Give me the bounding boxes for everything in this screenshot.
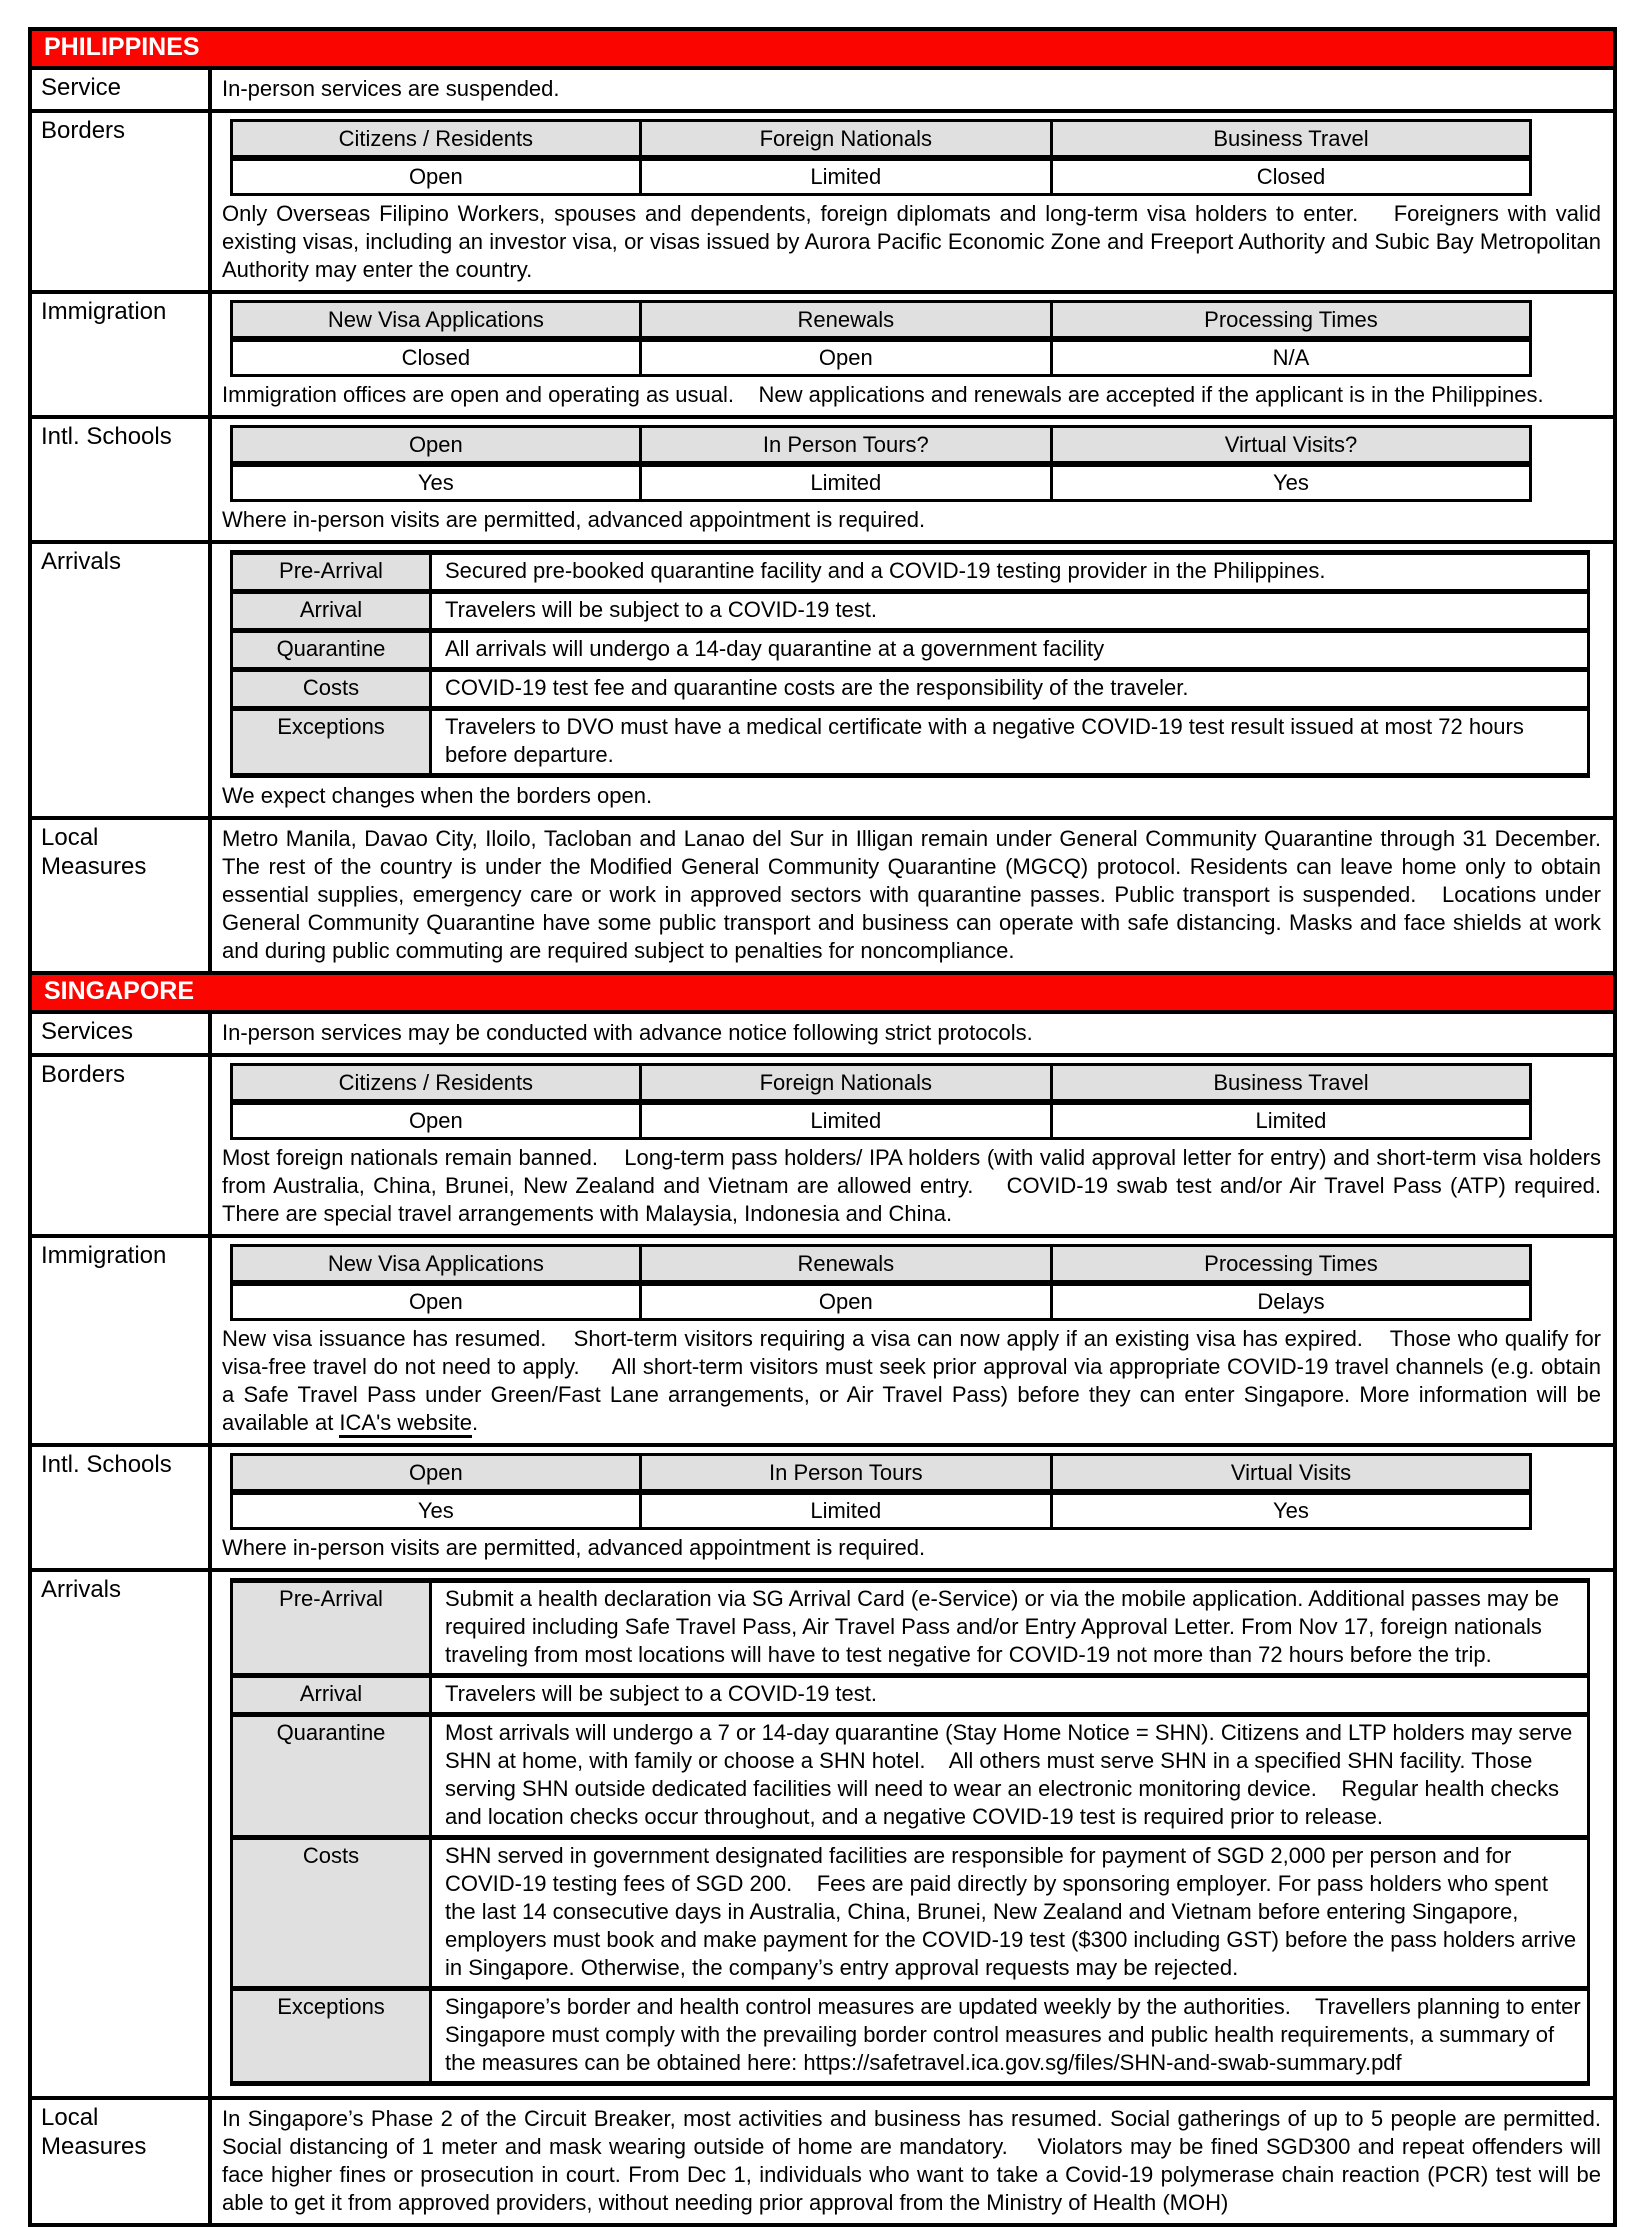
table-row bbox=[232, 553, 1589, 592]
table-row bbox=[232, 670, 1589, 709]
column-header: Foreign Nationals bbox=[640, 121, 1051, 159]
sg-services-label: Services bbox=[41, 1018, 134, 1045]
column-header: In Person Tours bbox=[640, 1455, 1051, 1493]
sg-borders-status-table bbox=[230, 1063, 1532, 1140]
ph-schools-note: Where in-person visits are permitted, advanced appointment is required. bbox=[222, 507, 926, 532]
sg-exceptions-text: Singapore’s border and health control measures are updated weekly by the authorities. Travellers planning to enter Singapore must comply with the prevailing border control measures and public health requirements, a summary of the measures can be obtained here: bbox=[445, 1994, 1587, 2075]
column-header: Renewals bbox=[640, 1246, 1051, 1284]
status-value: Yes bbox=[232, 1492, 641, 1529]
ph-borders-row bbox=[32, 113, 1613, 294]
status-value: Open bbox=[232, 1102, 641, 1139]
sg-immigration-note-period: . bbox=[472, 1410, 479, 1435]
table-row bbox=[232, 1989, 1589, 2084]
arrival-step-key: Quarantine bbox=[232, 631, 431, 670]
arrival-step-text: Travelers will be subject to a COVID-19 test. bbox=[431, 1676, 1589, 1715]
sg-immigration-note bbox=[222, 1325, 1608, 1437]
philippines-banner: PHILIPPINES bbox=[32, 31, 1613, 70]
sg-immigration-label: Immigration bbox=[41, 1242, 167, 1269]
sg-borders-label: Borders bbox=[41, 1061, 126, 1088]
column-header: Processing Times bbox=[1051, 1246, 1530, 1284]
column-header: Virtual Visits bbox=[1051, 1455, 1530, 1493]
arrival-step-key: Pre-Arrival bbox=[232, 553, 431, 592]
sg-local-measures-label: Local Measures bbox=[41, 2104, 147, 2160]
ph-immigration-row bbox=[32, 294, 1613, 419]
ph-immigration-label: Immigration bbox=[41, 298, 167, 325]
ph-arrivals-note: We expect changes when the borders open. bbox=[222, 783, 653, 808]
arrival-step-text: Submit a health declaration via SG Arrival Card (e-Service) or via the mobile application. Additional passes may be required including Safe Travel Pass, Air Travel Pass and/or Entry Approval Letter. From Nov 17, foreign nationals traveling from most locations will have to test negative for COVID-19 not more than 72 hours before the trip. bbox=[431, 1581, 1589, 1676]
arrival-step-text: All arrivals will undergo a 14-day quarantine at a government facility bbox=[431, 631, 1589, 670]
ph-local-measures-text: Metro Manila, Davao City, Iloilo, Tacloban and Lanao del Sur in Illigan remain under General Community Quarantine through 31 December. The rest of the country is under the Modified General Community Quarantine (MGCQ) protocol. Residents can leave home only to obtain essential supplies, emergency care or work in approved sectors with quarantine passes. Public transport is suspended. Locations under General Community Quarantine have some public transport and business can operate with safe distancing. Masks and face shields at work and during public commuting are required subject to penalties for noncompliance. bbox=[222, 826, 1608, 963]
arrival-step-text bbox=[431, 1989, 1589, 2084]
arrival-step-text: Most arrivals will undergo a 7 or 14-day quarantine (Stay Home Notice = SHN). Citizens and LTP holders may serve SHN at home, with family or choose a SHN hotel. All others must serve SHN in a specified SHN facility. Those serving SHN outside dedicated facilities will need to wear an electronic monitoring device. Regular health checks and location checks occur throughout, and a negative COVID-19 test is required prior to release. bbox=[431, 1715, 1589, 1838]
arrival-step-text: Travelers to DVO must have a medical certificate with a negative COVID-19 test result issued at most 72 hours before departure. bbox=[431, 709, 1589, 776]
sg-borders-row bbox=[32, 1057, 1613, 1238]
status-value: Limited bbox=[640, 1102, 1051, 1139]
sg-schools-label: Intl. Schools bbox=[41, 1451, 172, 1478]
sg-services-text: In-person services may be conducted with advance notice following strict protocols. bbox=[222, 1020, 1033, 1045]
column-header: Virtual Visits? bbox=[1051, 427, 1530, 465]
arrival-step-text: SHN served in government designated facilities are responsible for payment of SGD 2,000 per person and for COVID-19 testing fees of SGD 200. Fees are paid directly by sponsoring employer. For pass holders who spent the last 14 consecutive days in Australia, China, Brunei, New Zealand and Vietnam before entering Singapore, employers must book and make payment for the COVID-19 test ($300 including GST) before the pass holders arrive in Singapore. Otherwise, the company’s entry approval requests may be rejected. bbox=[431, 1838, 1589, 1989]
status-value: Limited bbox=[640, 464, 1051, 501]
ph-service-label: Service bbox=[41, 74, 122, 101]
status-value: Closed bbox=[1051, 158, 1530, 195]
status-value: Open bbox=[640, 339, 1051, 376]
arrival-step-key: Quarantine bbox=[232, 1715, 431, 1838]
ph-immigration-note: Immigration offices are open and operating as usual. New applications and renewals are accepted if the applicant is in the Philippines. bbox=[222, 382, 1544, 407]
arrival-step-key: Exceptions bbox=[232, 709, 431, 776]
travel-status-document bbox=[28, 27, 1626, 2227]
status-value: Open bbox=[640, 1283, 1051, 1320]
sg-arrivals-table bbox=[230, 1578, 1590, 2086]
table-row bbox=[232, 1838, 1589, 1989]
sg-immigration-note-text: New visa issuance has resumed. Short-term visitors requiring a visa can now apply if an existing visa has expired. Those who qualify for visa-free travel do not need to apply. All short-term visitors must seek prior approval via appropriate COVID-19 travel channels (e.g. obtain a Safe Travel Pass under Green/Fast Lane arrangements, or Air Travel Pass) before they can enter Singapore. More information will be available at bbox=[222, 1326, 1608, 1435]
arrival-step-key: Pre-Arrival bbox=[232, 1581, 431, 1676]
ph-local-measures-row bbox=[32, 820, 1613, 975]
column-header: Citizens / Residents bbox=[232, 121, 641, 159]
ph-borders-label: Borders bbox=[41, 117, 126, 144]
arrival-step-key: Costs bbox=[232, 1838, 431, 1989]
status-value: Yes bbox=[1051, 1492, 1530, 1529]
status-value: N/A bbox=[1051, 339, 1530, 376]
table-row bbox=[232, 709, 1589, 776]
arrival-step-key: Arrival bbox=[232, 592, 431, 631]
status-value: Limited bbox=[640, 1492, 1051, 1529]
sg-schools-note: Where in-person visits are permitted, advanced appointment is required. bbox=[222, 1535, 926, 1560]
status-value: Open bbox=[232, 158, 641, 195]
ph-arrivals-row bbox=[32, 544, 1613, 820]
sg-local-measures-text: In Singapore’s Phase 2 of the Circuit Breaker, most activities and business has resumed. Social gatherings of up to 5 people are permitted. Social distancing of 1 meter and mask wearing outside of home are mandatory. Violators may be fined SGD300 and repeat offenders will face higher fines or prosecution in court. From Dec 1, individuals who want to take a Covid-19 polymerase chain reaction (PCR) test will be able to get it from approved providers, without needing prior approval from the Ministry of Health (MOH) bbox=[222, 2106, 1626, 2215]
ica-website-link[interactable]: ICA's website bbox=[339, 1410, 472, 1438]
table-row bbox=[232, 631, 1589, 670]
ph-borders-note: Only Overseas Filipino Workers, spouses and dependents, foreign diplomats and long-term visa holders to enter. Foreigners with valid existing visas, including an investor visa, or visas issued by Aurora Pacific Economic Zone and Freeport Authority and Subic Bay Metropolitan Authority may enter the country. bbox=[222, 201, 1608, 282]
column-header: Business Travel bbox=[1051, 121, 1530, 159]
table-row bbox=[232, 592, 1589, 631]
ph-service-text: In-person services are suspended. bbox=[222, 76, 560, 101]
sg-immigration-row bbox=[32, 1238, 1613, 1447]
table-row bbox=[232, 1676, 1589, 1715]
ph-local-measures-label: Local Measures bbox=[41, 824, 147, 880]
status-value: Open bbox=[232, 1283, 641, 1320]
ph-schools-label: Intl. Schools bbox=[41, 423, 172, 450]
sg-schools-status-table bbox=[230, 1453, 1532, 1530]
column-header: In Person Tours? bbox=[640, 427, 1051, 465]
table-row bbox=[232, 1715, 1589, 1838]
sg-borders-note: Most foreign nationals remain banned. Long-term pass holders/ IPA holders (with valid approval letter for entry) and short-term visa holders from Australia, China, Brunei, New Zealand and Vietnam are allowed entry. COVID-19 swab test and/or Air Travel Pass (ATP) required. There are special travel arrangements with Malaysia, Indonesia and China. bbox=[222, 1145, 1608, 1226]
column-header: New Visa Applications bbox=[232, 302, 641, 340]
ph-borders-status-table bbox=[230, 119, 1532, 196]
ph-arrivals-label: Arrivals bbox=[41, 548, 122, 575]
status-value: Delays bbox=[1051, 1283, 1530, 1320]
column-header: Open bbox=[232, 1455, 641, 1493]
column-header: Business Travel bbox=[1051, 1065, 1530, 1103]
column-header: Processing Times bbox=[1051, 302, 1530, 340]
ph-immigration-status-table bbox=[230, 300, 1532, 377]
sg-services-row bbox=[32, 1014, 1613, 1057]
status-value: Limited bbox=[640, 158, 1051, 195]
column-header: New Visa Applications bbox=[232, 1246, 641, 1284]
singapore-banner: SINGAPORE bbox=[32, 975, 1613, 1014]
ph-arrivals-table bbox=[230, 550, 1590, 778]
column-header: Open bbox=[232, 427, 641, 465]
status-value: Closed bbox=[232, 339, 641, 376]
arrival-step-key: Exceptions bbox=[232, 1989, 431, 2084]
sg-arrivals-label: Arrivals bbox=[41, 1576, 122, 1603]
column-header: Foreign Nationals bbox=[640, 1065, 1051, 1103]
sg-immigration-status-table bbox=[230, 1244, 1532, 1321]
arrival-step-key: Arrival bbox=[232, 1676, 431, 1715]
status-value: Yes bbox=[1051, 464, 1530, 501]
ph-schools-status-table bbox=[230, 425, 1532, 502]
sg-local-measures-row bbox=[32, 2100, 1626, 2223]
arrival-step-text: Travelers will be subject to a COVID-19 test. bbox=[431, 592, 1589, 631]
status-value: Yes bbox=[232, 464, 641, 501]
table-row bbox=[232, 1581, 1589, 1676]
sg-schools-row bbox=[32, 1447, 1613, 1572]
column-header: Renewals bbox=[640, 302, 1051, 340]
arrival-step-key: Costs bbox=[232, 670, 431, 709]
ph-schools-row bbox=[32, 419, 1613, 544]
shn-summary-url: https://safetravel.ica.gov.sg/files/SHN-and-swab-summary.pdf bbox=[803, 2050, 1402, 2075]
status-value: Limited bbox=[1051, 1102, 1530, 1139]
column-header: Citizens / Residents bbox=[232, 1065, 641, 1103]
ph-service-row bbox=[32, 70, 1613, 113]
arrival-step-text: Secured pre-booked quarantine facility and a COVID-19 testing provider in the Philippines. bbox=[431, 553, 1589, 592]
sg-arrivals-row bbox=[32, 1572, 1613, 2100]
arrival-step-text: COVID-19 test fee and quarantine costs are the responsibility of the traveler. bbox=[431, 670, 1589, 709]
